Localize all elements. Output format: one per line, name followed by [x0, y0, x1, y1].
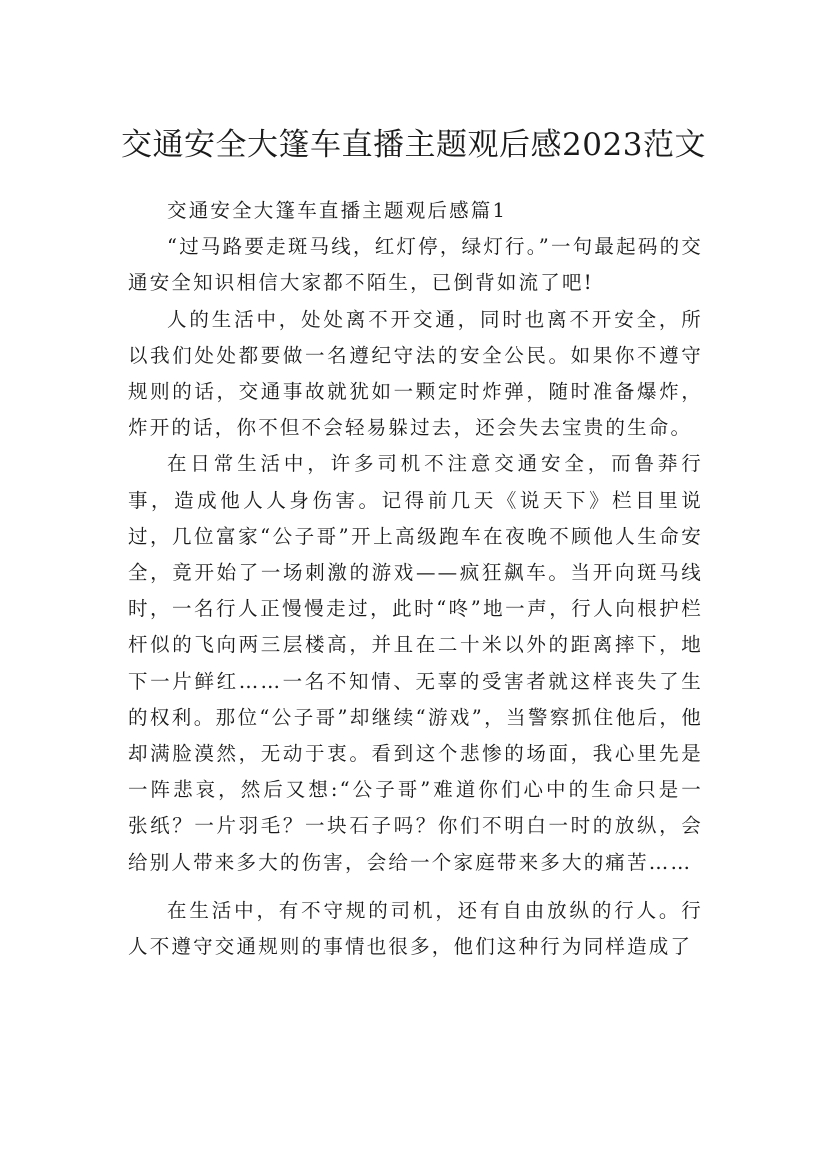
document-body: [128, 193, 703, 965]
paragraph: 人的生活中，处处离不开交通，同时也离不开安全，所以我们处处都要做一名遵纪守法的安全公民。如果你不遵守规则的话，交通事故就犹如一颗定时炸弹，随时准备爆炸，炸开的话，你不但不会轻易躲过去，还会失去宝贵的生命。: [128, 307, 703, 440]
paragraph: 在日常生活中，许多司机不注意交通安全，而鲁莽行事，造成他人人身伤害。记得前几天《说天下》栏目里说过，几位富家“公子哥”开上高级跑车在夜晚不顾他人生命安全，竟开始了一场刺激的游戏——疯狂飙车。当开向斑马线时，一名行人正慢慢走过，此时“咚”地一声，行人向根护栏杆似的飞向两三层楼高，并且在二十米以外的距离摔下，地下一片鲜红……一名不知情、无辜的受害者就这样丧失了生的权利。那位“公子哥”却继续“游戏”，当警察抓住他后，他却满脸漠然，无动于衷。看到这个悲惨的场面，我心里先是一阵悲哀，然后又想:“公子哥”难道你们心中的生命只是一张纸？一片羽毛？一块石子吗？你们不明白一时的放纵，会给别人带来多大的伤害，会给一个家庭带来多大的痛苦……: [128, 452, 703, 874]
section-heading: 交通安全大篷车直播主题观后感篇1: [167, 199, 508, 222]
paragraph: 在生活中，有不守规的司机，还有自由放纵的行人。行人不遵守交通规则的事情也很多，他们这种行为同样造成了: [128, 898, 703, 959]
paragraph: “过马路要走斑马线，红灯停，绿灯行。”一句最起码的交通安全知识相信大家都不陌生，已倒背如流了吧!: [128, 235, 703, 295]
document-title: 交通安全大篷车直播主题观后感2023范文: [121, 126, 706, 163]
